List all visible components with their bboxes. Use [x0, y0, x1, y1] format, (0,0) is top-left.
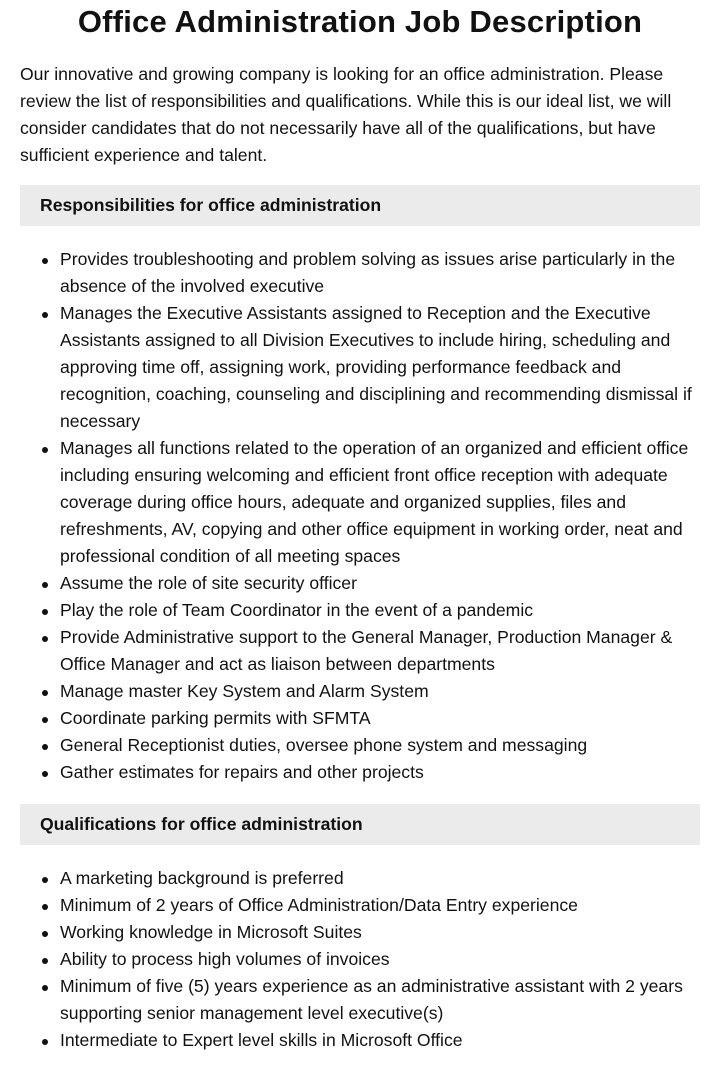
qualification-item-text: Minimum of 2 years of Office Administration/Data Entry experience [60, 895, 578, 915]
bullet-icon [42, 447, 48, 453]
responsibility-item-text: Play the role of Team Coordinator in the event of a pandemic [60, 600, 534, 620]
responsibility-item [60, 246, 700, 300]
bullet-icon [42, 744, 48, 750]
responsibility-item [60, 300, 700, 435]
qualification-item-text: Ability to process high volumes of invoices [60, 949, 390, 969]
responsibility-item-text: Assume the role of site security officer [60, 573, 357, 593]
responsibility-item [60, 759, 700, 786]
responsibility-item-text: Provide Administrative support to the General Manager, Production Manager & Office Manager and act as liaison between departments [60, 627, 673, 674]
responsibility-item [60, 435, 700, 570]
responsibility-item [60, 624, 700, 678]
responsibilities-heading: Responsibilities for office administration [20, 185, 700, 226]
qualifications-list [20, 865, 700, 1054]
qualification-item [60, 973, 700, 1027]
responsibility-item-text: Coordinate parking permits with SFMTA [60, 708, 371, 728]
qualification-item [60, 865, 700, 892]
qualifications-heading: Qualifications for office administration [20, 804, 700, 845]
bullet-icon [42, 1039, 48, 1045]
intro-paragraph: Our innovative and growing company is looking for an office administration. Please review the list of responsibilities and qualifications. While this is our ideal list, we will consider candidates that do not necessarily have all of the qualifications, but have sufficient experience and talent. [20, 64, 672, 165]
bullet-icon [42, 258, 48, 264]
responsibility-item-text: Gather estimates for repairs and other projects [60, 762, 424, 782]
responsibility-item [60, 678, 700, 705]
responsibility-item-text: Manages the Executive Assistants assigned to Reception and the Executive Assistants assigned to all Division Executives to include hiring, scheduling and approving time off, assigning work, providing performance feedback and recognition, coaching, counseling and disciplining and recommending dismissal if necessary [60, 303, 692, 431]
bullet-icon [42, 582, 48, 588]
responsibility-item-text: Provides troubleshooting and problem solving as issues arise particularly in the absence of the involved executive [60, 249, 676, 296]
responsibility-item [60, 705, 700, 732]
qualification-item [60, 919, 700, 946]
bullet-icon [42, 958, 48, 964]
bullet-icon [42, 717, 48, 723]
bullet-icon [42, 877, 48, 883]
qualification-item [60, 892, 700, 919]
bullet-icon [42, 985, 48, 991]
bullet-icon [42, 904, 48, 910]
responsibility-item-text: Manage master Key System and Alarm System [60, 681, 429, 701]
responsibility-item [60, 597, 700, 624]
responsibility-item-text: Manages all functions related to the operation of an organized and efficient office including ensuring welcoming and efficient front office reception with adequate coverage during office hours, adequate and organized supplies, files and refreshments, AV, copying and other office equipment in working order, neat and professional condition of all meeting spaces [60, 438, 689, 566]
bullet-icon [42, 636, 48, 642]
responsibility-item [60, 570, 700, 597]
bullet-icon [42, 609, 48, 615]
qualification-item-text: Working knowledge in Microsoft Suites [60, 922, 362, 942]
page-title: Office Administration Job Description [77, 4, 643, 39]
responsibility-item-text: General Receptionist duties, oversee phone system and messaging [60, 735, 588, 755]
qualification-item-text: A marketing background is preferred [60, 868, 344, 888]
bullet-icon [42, 931, 48, 937]
bullet-icon [42, 312, 48, 318]
qualification-item [60, 946, 700, 973]
qualification-item-text: Minimum of five (5) years experience as an administrative assistant with 2 years supporting senior management level executive(s) [60, 976, 683, 1023]
bullet-icon [42, 771, 48, 777]
responsibility-item [60, 732, 700, 759]
qualification-item-text: Intermediate to Expert level skills in Microsoft Office [60, 1030, 463, 1050]
qualification-item [60, 1027, 700, 1054]
bullet-icon [42, 690, 48, 696]
responsibilities-list [20, 246, 700, 786]
